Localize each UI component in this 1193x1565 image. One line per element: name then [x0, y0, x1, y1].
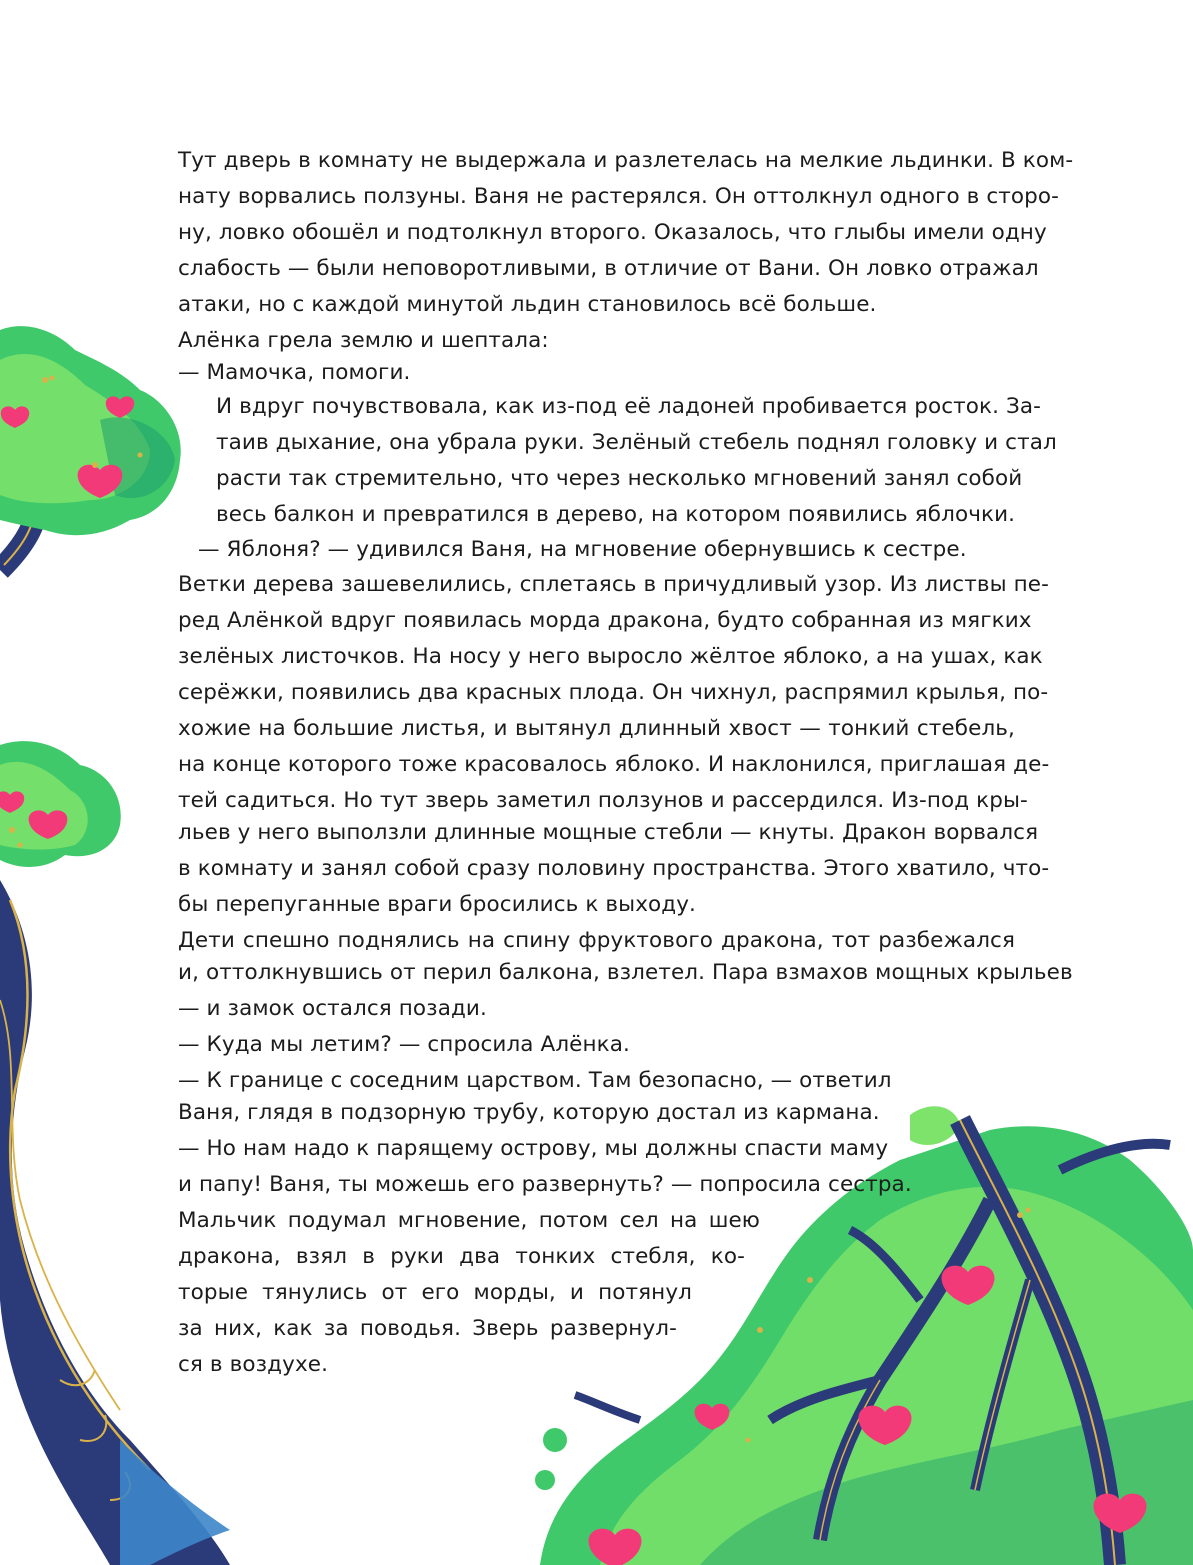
text-line: атаки, но с каждой минутой льдин становилось всё больше. [178, 292, 877, 317]
text-line: — Но нам надо к парящему острову, мы должны спасти маму [178, 1136, 889, 1161]
text-line: Мальчик подумал мгновение, потом сел на шею [178, 1208, 760, 1233]
text-line: Тут дверь в комнату не выдержала и разлетелась на мелкие льдинки. В ком- [178, 148, 1074, 173]
text-line: слабость — были неповоротливыми, в отличие от Вани. Он ловко отражал [178, 256, 1039, 281]
text-line: и, оттолкнувшись от перил балкона, взлетел. Пара взмахов мощных крыльев [178, 960, 1073, 985]
text-line: дракона, взял в руки два тонких стебля, ко- [178, 1244, 745, 1269]
text-line: И вдруг почувствовала, как из-под её ладоней пробивается росток. За- [216, 394, 1041, 419]
text-line: Ваня, глядя в подзорную трубу, которую достал из кармана. [178, 1100, 880, 1125]
text-line: серёжки, появились два красных плода. Он чихнул, распрямил крылья, по- [178, 680, 1049, 705]
text-line: льев у него выползли длинные мощные стебли — кнуты. Дракон ворвался [178, 820, 1039, 845]
text-line: расти так стремительно, что через несколько мгновений занял собой [216, 466, 1023, 491]
text-line: хожие на большие листья, и вытянул длинный хвост — тонкий стебель, [178, 716, 1015, 741]
text-line: — Яблоня? — удивился Ваня, на мгновение обернувшись к сестре. [198, 537, 967, 562]
text-line: — и замок остался позади. [178, 996, 487, 1021]
text-line: торые тянулись от его морды, и потянул [178, 1280, 692, 1305]
text-line: весь балкон и превратился в дерево, на котором появились яблочки. [216, 502, 1016, 527]
text-line: ред Алёнкой вдруг появилась морда дракона, будто собранная из мягких [178, 608, 1032, 633]
text-line: — К границе с соседним царством. Там безопасно, — ответил [178, 1068, 892, 1093]
text-line: ся в воздухе. [178, 1352, 329, 1377]
text-line: ну, ловко обошёл и подтолкнул второго. Оказалось, что глыбы имели одну [178, 220, 1047, 245]
text-line: нату ворвались ползуны. Ваня не растерялся. Он оттолкнул одного в сторо- [178, 184, 1060, 209]
text-line: таив дыхание, она убрала руки. Зелёный стебель поднял головку и стал [216, 430, 1057, 455]
text-line: Алёнка грела землю и шептала: [178, 328, 549, 353]
text-line: зелёных листочков. На носу у него выросло жёлтое яблоко, а на ушах, как [178, 644, 1043, 669]
text-line: бы перепуганные враги бросились к выходу. [178, 892, 696, 917]
text-line: за них, как за поводья. Зверь развернул- [178, 1316, 677, 1341]
text-line: на конце которого тоже красовалось яблоко. И наклонился, приглашая де- [178, 752, 1050, 777]
text-line: тей садиться. Но тут зверь заметил ползунов и рассердился. Из-под кры- [178, 788, 1028, 813]
text-line: — Куда мы летим? — спросила Алёнка. [178, 1032, 630, 1057]
text-line: в комнату и занял собой сразу половину пространства. Этого хватило, что- [178, 856, 1050, 881]
text-line: — Мамочка, помоги. [178, 360, 411, 385]
text-line: и папу! Ваня, ты можешь его развернуть? — попросила сестра. [178, 1172, 912, 1197]
text-line: Дети спешно поднялись на спину фруктового дракона, тот разбежался [178, 928, 1015, 953]
text-line: Ветки дерева зашевелились, сплетаясь в причудливый узор. Из листвы пе- [178, 572, 1049, 597]
